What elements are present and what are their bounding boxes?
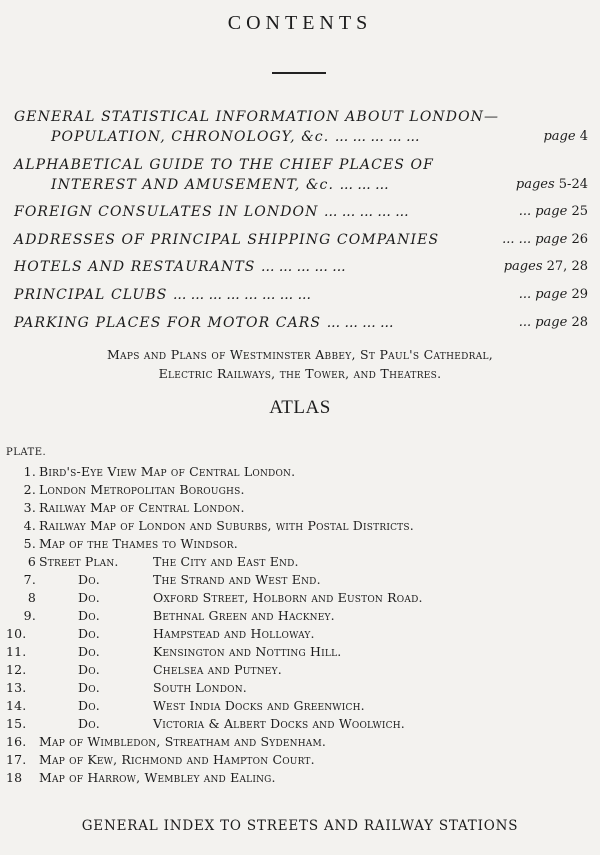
page-reference: ... page 25 (518, 204, 588, 219)
page-reference: ... page 29 (518, 287, 588, 302)
toc-entry-text: PRINCIPAL CLUBS (14, 287, 168, 303)
toc-entry-consulates[interactable] (14, 202, 588, 222)
toc-entry-line: ALPHABETICAL GUIDE TO THE CHIEF PLACES OF (14, 157, 434, 173)
toc-entry-text: HOTELS AND RESTAURANTS (14, 259, 256, 275)
toc-entry-text: POPULATION, CHRONOLOGY, &c. (51, 129, 330, 145)
toc-entry-text: INTEREST AND AMUSEMENT, &c. (51, 177, 335, 193)
dot-leaders: ... ... ... ... ... (324, 204, 409, 220)
toc-entry-alphabetical-guide[interactable] (14, 155, 588, 195)
toc-entry-clubs[interactable] (14, 285, 588, 305)
toc-entry-line (14, 230, 588, 250)
atlas-title: ATLAS (269, 397, 331, 418)
toc-entry-shipping[interactable] (14, 230, 588, 250)
dot-leaders: ... ... ... ... ... (261, 259, 346, 275)
dot-leaders: ... ... ... ... ... ... ... ... (172, 287, 311, 303)
dot-leaders: ... ... ... (339, 177, 389, 193)
general-index-title[interactable]: GENERAL INDEX TO STREETS AND RAILWAY STATIONS (81, 818, 519, 834)
contents-title: CONTENTS (227, 12, 373, 34)
page-reference: ... ... page 26 (502, 232, 588, 247)
toc-entry-parking[interactable] (14, 313, 588, 333)
dot-leaders: ... ... ... ... ... (334, 129, 420, 145)
page-reference: page 4 (543, 129, 588, 144)
toc-entry-line (14, 313, 588, 333)
toc-entry-text: FOREIGN CONSULATES IN LONDON (14, 204, 319, 220)
toc-entry-line: GENERAL STATISTICAL INFORMATION ABOUT LONDON— (14, 109, 500, 125)
page-reference: pages 5-24 (515, 177, 588, 192)
dot-leaders: ... ... ... ... (326, 315, 394, 331)
plate-column-label: PLATE. (6, 447, 47, 458)
toc-entry-line (14, 175, 588, 195)
toc-entry-statistical[interactable] (14, 107, 588, 147)
toc-entry-line (14, 127, 588, 147)
toc-entry-text: ADDRESSES OF PRINCIPAL SHIPPING COMPANIES (14, 232, 440, 248)
toc-entry-line (14, 202, 588, 222)
toc-entry-hotels[interactable] (14, 257, 588, 277)
title-rule (272, 72, 326, 74)
toc-entry-text: PARKING PLACES FOR MOTOR CARS (14, 315, 322, 331)
book-page: CONTENTS GENERAL STATISTICAL INFORMATION ABOUT LONDON— POPULATION, CHRONOLOGY, &c. ... ... ... ... ... page 4 ALPHABETICAL GUIDE TO THE CHIEF PLACES OF INTEREST AND AMUSEMENT, &c. ... ... ... pages 5-24 FOREIGN CONSULATES IN LONDON ... ... ... ... ... ... page 25 ADDRESSES OF PRINCIPAL SHIPPING COMPANIES ... ... page 26 HOTELS AND RESTAURANTS ... ... ... ... ... pages 27, 28 PRINCIPAL CLUBS ... ... ... ... ... ... ... ... ... page 29 PARKING PLACES FOR MOTOR CARS ... ... ... ... ... page 28 Maps and Plans of Westminster Abbey, St Paul's Cathedral, Electric Railways, the Tower, and Theatres. ATLAS PLATE. 1. Bird's-Eye View Map of Central London. 2. London Metropolitan Boroughs. 3. Railway Map of Central London. 4. Railway Map of London and Suburbs, with Postal Districts. 5. Map of the Thames to Windsor. 6 Street Plan. The City and East End. 7. Do. The Strand and West End. 8 Do. Oxford Street, Holborn and Euston Road. 9. Do. Bethnal Green and Hackney. 10. Do. Hampstead and Holloway. 11. Do. Kensington and Notting Hill. 12. Do. Chelsea and Putney. 13. Do. South London. 14. Do. West India Docks and Greenwich. 15. Do. Victoria & Albert Docks and Woolwich. 16. Map of Wimbledon, Streatham and Sydenham. 17. Map of Kew, Richmond and Hampton Court. 18 Map of Harrow, Wembley and Ealing. GENERAL INDEX TO STREETS AND RAILWAY STATIONS (0, 0, 600, 855)
toc-entry-line (14, 257, 588, 277)
page-reference: pages 27, 28 (503, 259, 588, 274)
toc-entry-line (14, 285, 588, 305)
page-reference: ... page 28 (518, 315, 588, 330)
maps-note: Maps and Plans of Westminster Abbey, St Paul's Cathedral, Electric Railways, the Tower, and Theatres. (106, 347, 494, 381)
